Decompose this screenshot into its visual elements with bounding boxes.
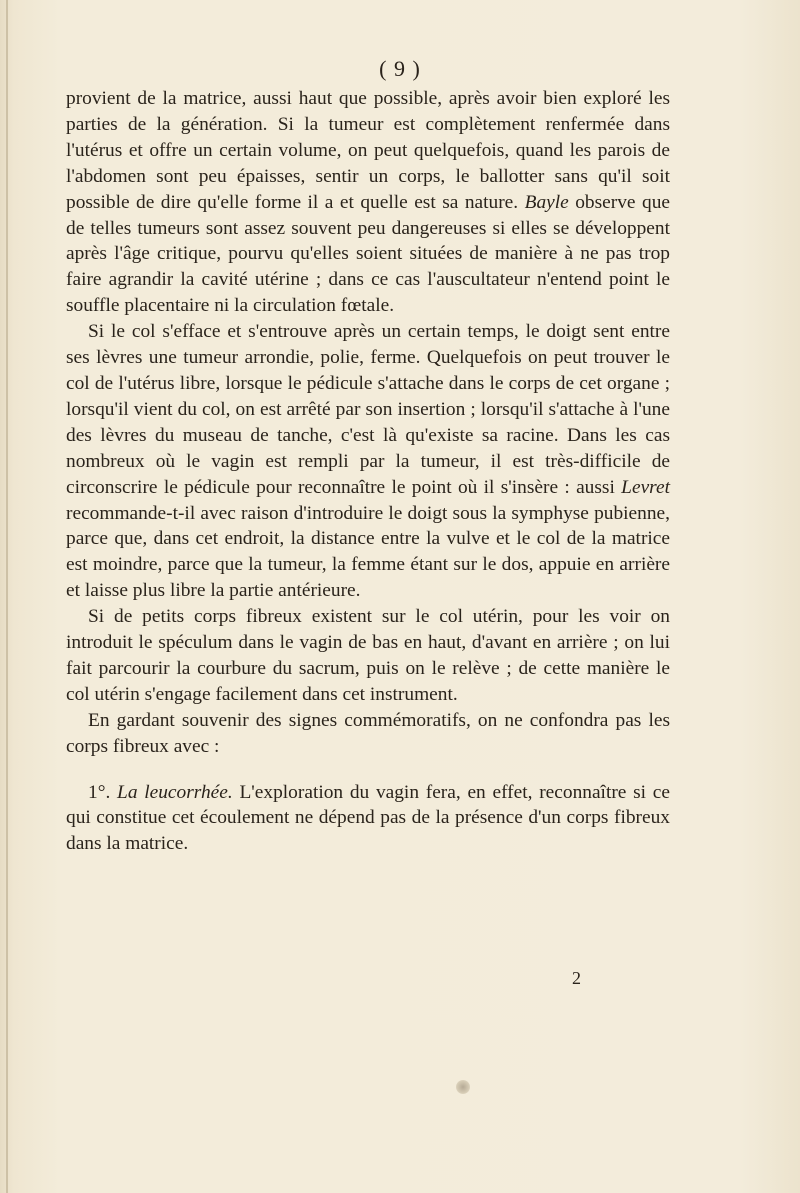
page-edge [6, 0, 8, 1193]
paragraph-text: recommande-t-il avec raison d'introduire le doigt sous la symphyse pubienne, parce que, dans cet endroit, la distance entre la vulve et le col de la matrice est moindre, parce que la tumeur, la femme étant sur le dos, appuie en arrière et laisse plus libre la partie antérieure. [66, 502, 670, 602]
paragraph-text: Si le col s'efface et s'entrouve après un certain temps, le doigt sent entre ses lèvres une tumeur arrondie, polie, ferme. Quelquefois on peut trouver le col de l'utérus libre, lorsque le pédicule s'attache dans le corps de cet organe ; lorsqu'il vient du col, on est arrêté par son insertion ; lorsqu'il s'attache à l'une des lèvres du museau de tanche, c'est là qu'existe sa racine. Dans les cas nombreux où le vagin est rempli par la tumeur, il est très-difficile de circonscrire le pédicule pour reconnaître le point où il s'insère : aussi [66, 321, 670, 498]
paragraph-1 [66, 86, 670, 319]
item-heading: La leucorrhée. [117, 781, 233, 803]
ink-stain [456, 1080, 470, 1094]
list-number: 1°. [88, 781, 118, 803]
paragraph-text: provient de la matrice, aussi haut que possible, après avoir bien exploré les parties de la génération. Si la tumeur est complètement renfermée dans l'utérus et offre un certain volume, on peut quelquefois, quand les parois de l'abdomen sont peu épaisses, sentir un corps, le ballotter sans qu'il soit possible de dire qu'elle forme il a et quelle est sa nature. [66, 88, 670, 213]
author-name: Levret [621, 476, 670, 498]
paragraph-text: L'exploration du vagin fera, en effet, reconnaître si ce qui constitue cet écoulement ne dépend pas de la présence d'un corps fibreux dans la matrice. [66, 781, 670, 855]
paragraph-2 [66, 319, 670, 604]
paragraph-text: En gardant souvenir des signes commémoratifs, on ne confondra pas les corps fibreux avec : [66, 709, 670, 757]
paragraph-4 [66, 708, 670, 760]
author-name: Bayle [524, 191, 569, 213]
paragraph-text: observe que de telles tumeurs sont assez souvent peu dangereuses si elles se développent après l'âge critique, pourvu qu'elles soient situées de manière à ne pas trop faire agrandir la cavité utérine ; dans ce cas l'auscultateur n'entend point le souffle placentaire ni la circulation fœtale. [66, 191, 670, 317]
page-number: ( 9 ) [379, 56, 421, 81]
paragraph-3 [66, 604, 670, 708]
paragraph-text: Si de petits corps fibreux existent sur le col utérin, pour les voir on introduit le spéculum dans le vagin de bas en haut, d'avant en arrière ; on lui fait parcourir la courbure du sacrum, puis on le relève ; de cette manière le col utérin s'engage facilement dans cet instrument. [66, 606, 670, 705]
body-text [66, 86, 670, 857]
signature-mark: 2 [572, 968, 581, 988]
paragraph-5 [66, 780, 670, 858]
